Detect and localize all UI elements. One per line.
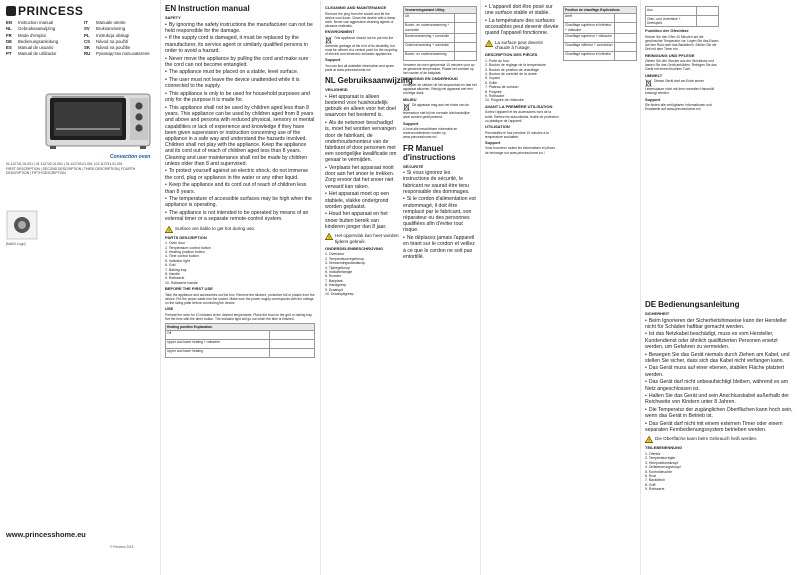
nl-column-right xyxy=(403,4,477,261)
safety-item: • Si le cordon d'alimentation est endommagé, il doit être remplacé par le fabricant, son réparateur ou des personnes qualifiées afin d'éviter tout risque. xyxy=(403,196,477,233)
crossed-bin-icon xyxy=(645,79,652,87)
language-code: FR xyxy=(6,32,12,38)
language-name: Návod na použití xyxy=(96,38,129,44)
language-code: NL xyxy=(6,26,12,32)
hot-surface-warning-icon xyxy=(165,226,173,233)
safety-item: • Houd het apparaat en het snoer buiten bereik van kinderen jonger dan 8 jaar. xyxy=(325,211,399,230)
table-cell xyxy=(455,33,477,42)
fr-use-text: Préchauffez le four pendant 10 minutes à la température souhaitée. xyxy=(485,130,549,139)
safety-item: • Bewegen Sie das Gerät niemals durch Ziehen am Kabel, und stellen Sie sicher, dass sich das Kabel nicht verfangen kann. xyxy=(645,352,795,364)
table-row xyxy=(166,330,315,339)
edition-note: © Princess 2018 xyxy=(110,545,134,549)
part-item: 6. Grille xyxy=(485,80,498,85)
fr-column-right xyxy=(563,4,637,63)
table-cell: Chauffage supérieur et inférieur xyxy=(564,51,615,60)
part-item: 9. Rotisserie xyxy=(165,276,185,281)
language-code: PL xyxy=(84,32,90,38)
language-name: Návod na použitie xyxy=(96,45,131,51)
de-safety-heading: SICHERHEIT xyxy=(645,311,670,316)
nl-env-heading: MILIEU xyxy=(403,96,417,102)
de-side-table xyxy=(645,6,719,27)
table-cell xyxy=(270,330,315,339)
language-code: SV xyxy=(84,26,90,32)
hot-surface-warning-icon xyxy=(485,40,493,47)
en-cleaning-text: Remove the plug from the socket and let the device cool down. Clean the device with a damp cloth. Never use aggressive cleaning agents or abrasive materials. xyxy=(325,11,396,29)
language-name: Manual de utilizador xyxy=(18,51,57,57)
part-item: 1. Ovendeur xyxy=(325,252,345,257)
de-column-left xyxy=(645,4,719,113)
en-column-main xyxy=(165,4,315,360)
nl-use-text: Verwarm de oven gedurende 10 minuten voor op de gewenste temperatuur. Plaats het voedsel op het rooster of de bakplaat. xyxy=(403,62,475,76)
safety-item: • This appliance is only to be used for household purposes and only for the purpose it is made for. xyxy=(165,91,315,103)
language-name: Instruction manual xyxy=(18,20,54,25)
de-lang-code: DE xyxy=(645,300,657,309)
svg-text:!: ! xyxy=(168,227,170,233)
en-lang-code: EN xyxy=(165,4,177,13)
table-row xyxy=(646,16,719,27)
fr-use-heading: UTILISATION xyxy=(485,124,510,129)
safety-item: • To protect yourself against an electric shock, do not immerse the cord, plug or appliance in the water or any other liquid. xyxy=(165,168,315,180)
fr-safety-list-a xyxy=(403,170,477,260)
table-cell: Upper and lower heating xyxy=(166,348,270,357)
table-row xyxy=(564,51,637,60)
table-cell: Off xyxy=(166,330,270,339)
table-cell xyxy=(615,51,637,60)
en-warning: ! Surface are liable to get hot during use. xyxy=(165,226,315,233)
safety-item: • If the supply cord is damaged, it must be replaced by the manufacturer, its service agent or similarly qualified persons in order to avoid a hazard. xyxy=(165,35,315,54)
part-item: 2. Temperaturregler xyxy=(645,456,676,461)
nl-warning: ! Het oppervlak kan heet worden tijdens gebruik. xyxy=(325,233,399,244)
fr-parts-list xyxy=(485,59,559,103)
part-item: 1. Porte du four xyxy=(485,58,510,63)
language-list xyxy=(6,20,156,58)
table-cell xyxy=(615,22,637,33)
part-item: 8. Griff xyxy=(645,482,656,487)
table-row xyxy=(404,33,477,42)
en-support-heading: Support xyxy=(325,57,341,63)
fr-parts-heading: DESCRIPTION DES PIÈCES xyxy=(485,52,538,58)
table-cell: Ober- und Unterhitze + Drehspieß xyxy=(646,16,697,27)
fr-support-heading: Support xyxy=(485,139,501,145)
en-use-text: Preheat the oven for 10 minutes at the desired temperature. Place the food on the grid or baking tray. Set the time with the timer button. The indicator light will go out when the time is finished. xyxy=(165,312,313,321)
en-support-text: You can find all available information and spare parts at www.princesshome.eu! xyxy=(325,63,394,73)
nl-heating-table xyxy=(403,6,477,61)
fr-before-text: Sortez l'appareil et les accessoires hors de la boîte. Retirez les autocollants, feuille de protection ou plastique de l'appareil. xyxy=(485,110,559,123)
de-env-heading: UMWELT xyxy=(645,72,663,78)
part-item: 8. Handgreep xyxy=(325,283,347,288)
en-parts-list xyxy=(165,241,315,285)
fr-title: FR Manuel d'instructions xyxy=(403,143,456,162)
model-descriptions: FIRST DESCRIPTION | SECOND DESCRIPTION | THIRD DESCRIPTION | FOURTH DESCRIPTION | FIFTH DESCRIPTION xyxy=(6,166,136,176)
table-cell xyxy=(270,348,315,357)
safety-item: • Never move the appliance by pulling the cord and make sure the cord can not become entangled. xyxy=(165,56,315,68)
table-cell xyxy=(455,51,477,60)
table-cell: Arrêt xyxy=(564,13,615,22)
part-item: 4. Bouton de contrôle de la durée xyxy=(485,72,537,77)
table-cell: Chauffage supérieur + rôtissoire xyxy=(564,33,615,42)
de-column-main xyxy=(645,300,795,492)
de-parts-heading: TEILEBENENNUNG xyxy=(645,445,683,451)
safety-item: • Keep the appliance and its cord out of reach of children less than 8 years. xyxy=(165,182,315,194)
table-cell xyxy=(615,33,637,42)
de-side-heading: Funktion der Ofenhitze xyxy=(645,28,689,34)
fr-heating-table xyxy=(563,6,637,61)
detail-caption: [MAIN Logo] xyxy=(6,242,26,246)
part-item: 10. Rotisserie handle xyxy=(165,280,198,285)
model-list: 01.112741.01.001 | 01.112742.01.001 | 01.112743.01.001 | 01.112741.01.001 xyxy=(6,162,123,166)
de-cleaning-heading: REINIGUNG UND PFLEGE xyxy=(645,52,695,58)
english-page xyxy=(160,0,320,575)
part-item: 8. Poignée xyxy=(485,89,502,94)
de-title: DE Bedienungsanleitung xyxy=(645,300,740,309)
nl-parts-heading: ONDERDELENBESCHRIJVING xyxy=(325,245,384,251)
table-cell xyxy=(455,22,477,33)
detail-illustration xyxy=(6,210,38,240)
safety-item: • Si vous ignorez les instructions de sécurité, le fabricant ne saurait être tenu responsable des dommages. xyxy=(403,170,477,195)
table-cell xyxy=(697,7,719,16)
hot-surface-warning-icon xyxy=(325,233,333,240)
safety-item: • La température des surfaces accessibles peut devenir élevée quand l'appareil fonctionne. xyxy=(485,18,559,37)
part-item: 5. Voyant xyxy=(485,76,500,81)
table-row xyxy=(404,51,477,60)
en-table-header: Heating position Explanation xyxy=(166,324,315,331)
nl-support-text: U kunt alle beschikbare informatie en reserveonderdelen vinden op www.princesshome.eu! xyxy=(403,127,458,140)
nl-safety-heading: VEILIGHEID xyxy=(325,87,348,93)
part-item: 2. Bouton de réglage de la température xyxy=(485,63,546,68)
en-before-text: Take the appliance and accessories out the box. Remove the stickers, protective foil or plastic from the device. Put the power cable into the socket. Make sure the power supply corresponds with the voltage on the rating plate before connecting the device. xyxy=(165,292,315,306)
model-numbers xyxy=(6,162,156,176)
cover-page xyxy=(0,0,160,575)
en-title: EN Instruction manual xyxy=(165,4,250,13)
nl-title: NL Gebruiksaanwijzing xyxy=(325,76,413,86)
fr-support-text: Vous trouverez toutes les informations et pièces de rechange sur www.princesshome.eu ! xyxy=(485,146,556,155)
crossed-bin-icon xyxy=(403,103,410,111)
safety-item: • Ne déplacez jamais l'appareil en tirant sur le cordon et veillez à ce que le cordon ne soit pas entortillé. xyxy=(403,235,477,260)
table-cell: Chauffage inférieur + convection xyxy=(564,42,615,51)
language-code: SK xyxy=(84,45,90,51)
safety-item: • Het apparaat is alleen bestemd voor huishoudelijk gebruik en alleen voor het doel waarvoor het bestemd is. xyxy=(325,94,399,119)
table-cell xyxy=(697,16,719,27)
nl-env-text: Dit apparaat mag aan het einde van de levensduur niet bij het normale huishoudelijke afval worden gedeponeerd. xyxy=(403,103,470,120)
safety-item: • The user must not leave the device unattended while it is connected to the supply. xyxy=(165,77,315,89)
part-item: 7. Baking tray xyxy=(165,267,187,272)
part-item: 6. Rost xyxy=(645,473,657,478)
safety-item: • Das Gerät darf nicht unbeaufsichtigt bleiben, während es am Netz angeschlossen ist. xyxy=(645,379,795,391)
en-safety-list xyxy=(165,22,315,223)
table-row xyxy=(404,22,477,33)
en-parts-heading: PARTS DESCRIPTION xyxy=(165,234,207,240)
part-item: 3. Heizpositionsknopf xyxy=(645,460,679,465)
table-row xyxy=(564,13,637,22)
language-name: Manual de usuario xyxy=(18,45,54,51)
safety-item: • The temperature of accessible surfaces may be high when the appliance is operating. xyxy=(165,196,315,208)
fr-safety-heading: SÉCURITÉ xyxy=(403,163,424,169)
brand-mark-icon xyxy=(6,6,16,16)
safety-item: • Halten Sie das Gerät und sein Anschlusskabel außerhalb der Reichweite von Kindern unter 8 Jahren. xyxy=(645,393,795,405)
safety-item: • Het apparaat moet op een stabiele, vlakke ondergrond worden geplaatst. xyxy=(325,191,399,210)
language-name: Instrukcja obsługi xyxy=(96,32,130,38)
table-cell: Boven- en onderverwarming + convectie xyxy=(404,22,455,33)
part-item: 6. Rooster xyxy=(325,274,342,279)
language-name: Gebruiksaanwijzing xyxy=(18,26,56,32)
safety-item: • Ist das Netzkabel beschädigt, muss es vom Hersteller, Kundendienst oder ähnlich qualifizierten Personen ersetzt werden, um Gefahren zu vermeiden. xyxy=(645,331,795,350)
en-before-heading: BEFORE THE FIRST USE xyxy=(165,286,213,292)
table-cell: Uit xyxy=(404,13,455,22)
de-env-text: Dieses Gerät darf am Ende seiner Lebensdauer nicht mit dem normalen Hausmüll entsorgt werden. xyxy=(645,79,715,96)
en-heating-table xyxy=(165,323,315,358)
language-entry xyxy=(6,51,78,57)
table-cell: Aus xyxy=(646,7,697,16)
fr-column-left xyxy=(485,4,559,157)
safety-item: • Die Temperatur der zugänglichen Oberflächen kann hoch sein, wenn das Gerät in Betrieb ist. xyxy=(645,407,795,419)
table-row xyxy=(646,7,719,16)
part-item: 9. Rotisserie xyxy=(645,487,665,492)
language-name: Manuale utente xyxy=(96,20,126,25)
language-code: RU xyxy=(84,51,91,57)
brand-logo xyxy=(6,4,83,18)
table-row xyxy=(166,339,315,348)
de-cleaning-text: Ziehen Sie den Stecker aus der Steckdose und lassen Sie das Gerät abkühlen. Reinigen Sie das Gerät mit einem feuchten Tuch. xyxy=(645,59,717,72)
nl-safety-list xyxy=(325,94,399,230)
language-code: IT xyxy=(84,20,88,25)
fr-table-header: Position de chauffage Explications xyxy=(564,7,637,14)
safety-item: • Als de netsnoer beschadigd is, moet het worden vervangen door de fabrikant, de onderhoudsmonteur van de fabrikant of door personen met een soortgelijke kwalificatie om gevaar te vermijden. xyxy=(325,120,399,163)
nl-parts-list xyxy=(325,252,399,296)
part-item: 8. Handle xyxy=(165,271,180,276)
de-parts-list xyxy=(645,452,795,492)
table-cell: Bovenverwarming + convectie xyxy=(404,33,455,42)
safety-item: • The appliance must be placed on a stable, level surface. xyxy=(165,69,315,75)
nl-cleaning-heading: REINIGING EN ONDERHOUD xyxy=(403,76,458,82)
nl-cleaning-text: Verwijder de stekker uit het stopcontact en laat het apparaat afkoelen. Reinig het apparaat met een vochtige doek. xyxy=(403,82,477,96)
oven-illustration xyxy=(44,88,154,152)
svg-text:!: ! xyxy=(328,235,330,241)
en-env-heading: ENVIRONMENT xyxy=(325,29,355,35)
part-item: 6. Grid xyxy=(165,263,176,268)
language-name: Bedienungsanleitung xyxy=(18,38,59,44)
table-row xyxy=(564,33,637,42)
english-dutch-page xyxy=(320,0,480,575)
language-code: EN xyxy=(6,20,12,25)
fr-warning: ! La surface peut devenir chaude à l'usage. xyxy=(485,40,559,51)
part-item: 4. Tijdregelknop xyxy=(325,265,350,270)
brand-name: PRINCESS xyxy=(18,4,84,18)
table-row xyxy=(404,13,477,22)
de-safety-list xyxy=(645,318,795,434)
nl-lang-code: NL xyxy=(325,76,336,86)
en-cleaning-heading: CLEANING AND MAINTENANCE xyxy=(325,5,387,10)
en-safety-heading: SAFETY xyxy=(165,15,181,20)
table-cell xyxy=(455,13,477,22)
table-cell: Chauffage supérieur et inférieur + rôtissoire xyxy=(564,22,615,33)
svg-text:!: ! xyxy=(648,438,650,444)
french-page xyxy=(480,0,640,575)
language-name: Bruksanvisning xyxy=(96,26,126,32)
table-cell: Upper and lower heating + rotisserie xyxy=(166,339,270,348)
part-item: 3. Heating position button xyxy=(165,249,205,254)
table-cell xyxy=(615,42,637,51)
table-row xyxy=(166,348,315,357)
part-item: 4. Time control button xyxy=(165,254,199,259)
table-row xyxy=(564,22,637,33)
hot-surface-warning-icon xyxy=(645,436,653,443)
nl-table-header: Verwarmingsstand Uitleg xyxy=(404,7,477,14)
table-cell xyxy=(270,339,315,348)
part-item: 1. Ofentür xyxy=(645,451,661,456)
de-side-text: Heizen Sie den Ofen 10 Minuten auf die gewünschte Temperatur vor. Legen Sie das Essen auf den Rost oder das Backblech. Stellen Sie die Zeit mit dem Timer ein. xyxy=(645,34,719,52)
part-item: 7. Backblech xyxy=(645,478,666,483)
safety-item: • The appliance is not intended to be operated by means of an external timer or a separate remote-control system. xyxy=(165,210,315,222)
part-item: 4. Zeitsteuerungsknopf xyxy=(645,465,681,470)
en-use-heading: USE xyxy=(165,306,174,312)
de-support-heading: Support xyxy=(645,96,661,102)
language-code: DE xyxy=(6,38,12,44)
language-name: Mode d'emploi xyxy=(18,32,46,38)
safety-item: • This appliance shall not be used by children aged less than 8 years. This appliance can be used by children aged from 8 years and above and persons with reduced physical, sensory or mental capabilities or lack of experience and knowledge if they have been given supervision or instruction concerning use of the appliance in a safe way and understand the hazards involved. Children shall not play with the appliance. Keep the appliance and its cord out of reach of children aged less than 8 years. Cleaning and user maintenance shall not be made by children unless older than 8 and supervised. xyxy=(165,105,315,167)
part-item: 3. Bouton de position de chauffage xyxy=(485,67,540,72)
language-entry xyxy=(84,51,156,57)
fr-lang-code: FR xyxy=(403,143,414,153)
part-item: 5. Indicatielampje xyxy=(325,270,353,275)
part-item: 9. Draaispit xyxy=(325,287,343,292)
safety-item: • Das Gerät darf nicht mit einem externen Timer oder einem separaten Fernbedienungssystem betrieben werden. xyxy=(645,421,795,433)
part-item: 9. Rôtissoire xyxy=(485,94,505,99)
part-item: 10. Draaispitgreep xyxy=(325,292,354,297)
fr-before-heading: AVANT LA PREMIÈRE UTILISATION xyxy=(485,103,553,109)
part-item: 2. Temperatuurregelknop xyxy=(325,256,364,261)
fr-safety-list-b xyxy=(485,4,559,37)
table-cell xyxy=(455,42,477,51)
language-code: PT xyxy=(6,51,12,57)
part-item: 5. Kontrollleuchte xyxy=(645,469,673,474)
language-code: ES xyxy=(6,45,12,51)
safety-item: • Das Gerät muss auf einer ebenen, stabilen Fläche platziert werden. xyxy=(645,365,795,377)
language-code: CS xyxy=(84,38,90,44)
svg-text:!: ! xyxy=(488,41,490,47)
nl-support-heading: Support xyxy=(403,120,419,126)
safety-item: • By ignoring the safety instructions the manufacturer can not be held responsible for the damage. xyxy=(165,22,315,34)
part-item: 7. Plateau de cuisson xyxy=(485,85,519,90)
website-link[interactable]: www.princesshome.eu xyxy=(6,530,86,539)
safety-item: • Verplaats het apparaat nooit door aan het snoer te trekken. Zorg ervoor dat het snoer niet verward kan raken. xyxy=(325,165,399,190)
part-item: 10. Poignée de rôtissoire xyxy=(485,98,524,103)
part-item: 5. Indicator light xyxy=(165,258,190,263)
table-cell: Boven- en onderverwarming xyxy=(404,51,455,60)
part-item: 1. Oven door xyxy=(165,241,186,246)
part-item: 3. Verwarmingsstandknop xyxy=(325,261,366,266)
language-name: Руководство пользователя xyxy=(96,51,150,57)
safety-item: • Beim Ignorieren der Sicherheitshinweise kann der Hersteller nicht für Schäden haftbar gemacht werden. xyxy=(645,318,795,330)
table-cell: Onderverwarming + convectie xyxy=(404,42,455,51)
table-row xyxy=(564,42,637,51)
part-item: 2. Temperature control button xyxy=(165,245,211,250)
en-env-text: This appliance should not be put into the domestic garbage at the end of its durability, but must be offered at a central point for the recycling of electric and electronic domestic appliances. xyxy=(325,35,398,57)
de-warning: ! Die Oberfläche kann beim Gebrauch heiß werden. xyxy=(645,436,795,443)
de-support-text: Sie finden alle verfügbaren Informationen und Ersatzteile auf www.princesshome.eu! xyxy=(645,103,712,112)
crossed-bin-icon xyxy=(325,36,332,44)
product-name: Convection oven xyxy=(110,154,151,160)
german-page xyxy=(640,0,802,575)
part-item: 7. Bakplaat xyxy=(325,278,343,283)
table-row xyxy=(404,42,477,51)
table-cell xyxy=(615,13,637,22)
safety-item: • L'appareil doit être posé sur une surface stable et stable. xyxy=(485,4,559,16)
